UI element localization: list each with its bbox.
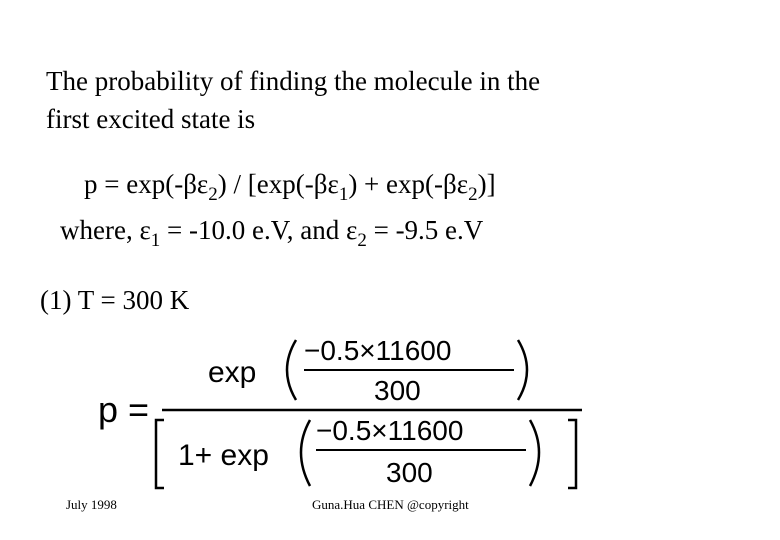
right-bracket bbox=[568, 420, 576, 488]
left-bracket bbox=[156, 420, 164, 488]
eq1-subscript-3: 2 bbox=[468, 184, 478, 205]
energy-values bbox=[60, 214, 483, 257]
numerator-expression-bottom: −0.5×11600 bbox=[316, 415, 464, 446]
footer-copyright: Guna.Hua CHEN @copyright bbox=[312, 497, 469, 512]
left-paren-top bbox=[287, 340, 296, 400]
eq2-subscript-1: 1 bbox=[150, 230, 161, 251]
intro-text bbox=[46, 62, 540, 138]
numerator-expression-top: −0.5×11600 bbox=[304, 335, 452, 366]
eq1-subscript-2: 1 bbox=[338, 184, 349, 205]
right-paren-bottom bbox=[530, 420, 539, 486]
case-label: (1) T = 300 K bbox=[40, 285, 190, 315]
probability-equation bbox=[84, 168, 496, 211]
probability-formula bbox=[90, 330, 610, 500]
p-label: p = bbox=[98, 389, 150, 430]
intro-line-2: first excited state is bbox=[46, 104, 256, 134]
eq1-subscript-1: 2 bbox=[208, 184, 218, 205]
footer-date: July 1998 bbox=[66, 497, 117, 512]
right-paren-top bbox=[518, 340, 527, 400]
eq2-part-b: = -10.0 e.V, and ε bbox=[160, 215, 358, 245]
eq1-part-d: )] bbox=[477, 169, 496, 199]
exp-label: exp bbox=[208, 356, 257, 389]
eq1-part-c: ) + exp(-βε bbox=[348, 169, 469, 199]
eq2-subscript-2: 2 bbox=[357, 230, 367, 251]
eq2-part-a: where, ε bbox=[60, 215, 151, 245]
eq2-part-c: = -9.5 e.V bbox=[366, 215, 484, 245]
eq1-part-a: p = exp(-βε bbox=[84, 169, 209, 199]
left-paren-bottom bbox=[301, 420, 310, 486]
one-plus-exp-label: 1+ exp bbox=[178, 439, 269, 472]
denominator-expression-top: 300 bbox=[374, 375, 421, 406]
denominator-expression-bottom: 300 bbox=[386, 457, 433, 488]
intro-line-1: The probability of finding the molecule in the bbox=[46, 66, 541, 96]
eq1-part-b: ) / [exp(-βε bbox=[217, 169, 339, 199]
